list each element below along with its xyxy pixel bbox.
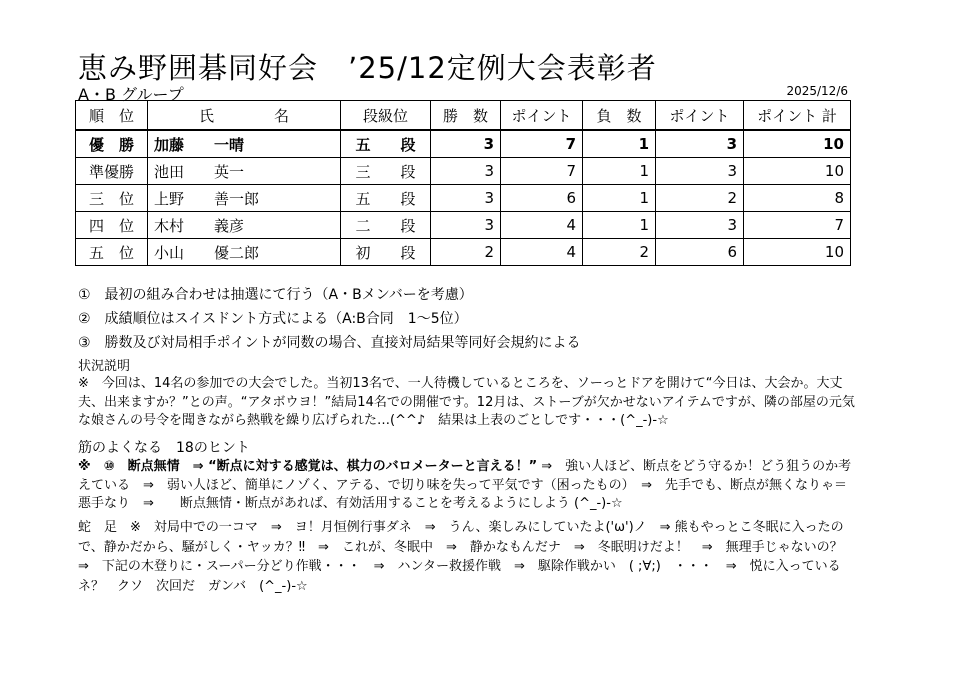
column-header: 氏 名 [148, 101, 341, 131]
dasoku-text: 蛇 足 ※ 対局中での一コマ ⇒ ヨ！月恒例行事ダネ ⇒ うん、楽しみにしていたよ('ω')ノ ⇒ 熊もやっとこ冬眠に入ったので、静かだから、騒がしく・ヤッカ？‼ ⇒ これが、冬眠中 ⇒ 静かなもんだナ ⇒ 冬眠明けだよ！ ⇒ 無理手じゃないの？ ⇒ 下記の木登りに・スーパー分どり作戦・・・ ⇒ ハンター救援作戦 ⇒ 駆除作戦かい ( ;∀;) ・・・ ⇒ 悦に入っているネ？ クソ 次回だ ガンバ (^_-)-☆ [78, 520, 856, 594]
column-header: ポイント 計 [744, 101, 851, 131]
column-header: ポイント [501, 101, 583, 131]
hints-text [78, 458, 858, 514]
table-cell: 6 [501, 185, 583, 212]
table-cell: 1 [583, 130, 656, 158]
rule-3: ③ 勝数及び対局相手ポイントが同数の場合、直接対局結果等同好会規約による [78, 335, 581, 351]
table-cell: 初 段 [341, 239, 431, 266]
table-cell: 木村 義彦 [148, 212, 341, 239]
table-cell: 2 [431, 239, 501, 266]
situation-heading: 状況説明 [78, 359, 131, 374]
group-label: A・B グループ [78, 85, 184, 104]
table-cell: 8 [744, 185, 851, 212]
column-header: 段級位 [341, 101, 431, 131]
table-row [76, 212, 851, 239]
hints-bold: ※ ⑩ 断点無情 ⇒ “断点に対する感覚は、棋力のバロメーターと言える！” [78, 459, 538, 474]
table-cell: 10 [744, 239, 851, 266]
table-cell: 4 [501, 239, 583, 266]
table-cell: 加藤 一晴 [148, 130, 341, 158]
table-cell: 7 [744, 212, 851, 239]
date: 2025/12/6 [786, 84, 848, 98]
table-cell: 10 [744, 130, 851, 158]
table-cell: 小山 優二郎 [148, 239, 341, 266]
table-cell: 優 勝 [76, 130, 148, 158]
table-cell: 4 [501, 212, 583, 239]
hints-body: ⇒ 強い人ほど、断点をどう守るか！どう狙うのか考えている ⇒ 弱い人ほど、簡単にノゾく、アテる、で切り味を失って平気です（困ったもの） ⇒ 先手でも、断点が無くなりゃ＝悪手なり ⇒ 断点無情・断点があれば、有効活用することを考えるようにしよう (^_-)-☆ [78, 459, 852, 511]
table-cell: 1 [583, 185, 656, 212]
table-cell: 7 [501, 130, 583, 158]
table-cell: 10 [744, 158, 851, 185]
rule-1: ① 最初の組み合わせは抽選にて行う（A・Bメンバーを考慮） [78, 287, 473, 303]
column-header: ポイント [656, 101, 744, 131]
table-cell: 準優勝 [76, 158, 148, 185]
table-cell: 二 段 [341, 212, 431, 239]
table-row [76, 239, 851, 266]
rule-2: ② 成績順位はスイスドント方式による（A:B合同 1～5位） [78, 311, 468, 327]
table-cell: 五 段 [341, 130, 431, 158]
hints-heading: 筋のよくなる 18のヒント [78, 440, 250, 456]
results-table [75, 100, 851, 266]
table-cell: 3 [656, 130, 744, 158]
column-header: 順 位 [76, 101, 148, 131]
table-cell: 三 段 [341, 158, 431, 185]
table-cell: 7 [501, 158, 583, 185]
table-cell: 3 [431, 158, 501, 185]
table-cell: 五 段 [341, 185, 431, 212]
table-cell: 1 [583, 212, 656, 239]
table-row [76, 185, 851, 212]
table-cell: 3 [656, 158, 744, 185]
table-cell: 四 位 [76, 212, 148, 239]
table-cell: 3 [656, 212, 744, 239]
situation-text: ※ 今回は、14名の参加での大会でした。当初13名で、一人待機しているところを、ソーっとドアを開けて“今日は、大会か。大丈夫、出来ますか？”との声。“アタボウヨ！”結局14名での開催です。12月は、ストーブが欠かせないアイテムですが、隣の部屋の元気な娘さんの号令を聞きながら熱戦を繰り広げられた…(^^♪ 結果は上表のごとしです・・・(^_-)-☆ [78, 376, 855, 428]
page-title: 恵み野囲碁同好会 ’25/12定例大会表彰者 [78, 51, 657, 85]
table-cell: 1 [583, 158, 656, 185]
table-cell: 3 [431, 212, 501, 239]
table-row [76, 130, 851, 158]
table-cell: 6 [656, 239, 744, 266]
table-cell: 三 位 [76, 185, 148, 212]
table-cell: 2 [583, 239, 656, 266]
table-cell: 2 [656, 185, 744, 212]
table-cell: 五 位 [76, 239, 148, 266]
table-cell: 池田 英一 [148, 158, 341, 185]
table-row [76, 158, 851, 185]
column-header: 負 数 [583, 101, 656, 131]
column-header: 勝 数 [431, 101, 501, 131]
table-cell: 3 [431, 130, 501, 158]
table-cell: 上野 善一郎 [148, 185, 341, 212]
table-cell: 3 [431, 185, 501, 212]
